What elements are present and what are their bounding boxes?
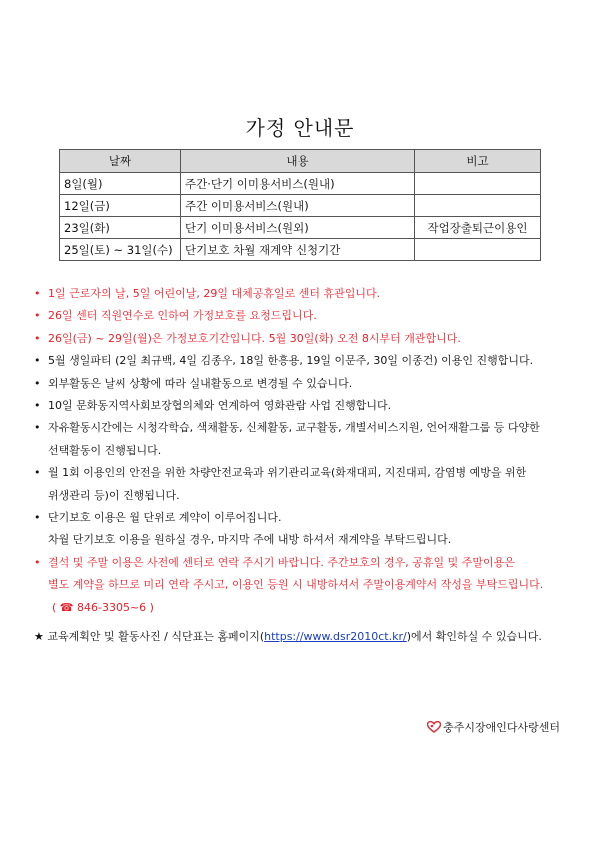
notice-item	[34, 417, 574, 439]
notice-continuation: 위생관리 등)이 진행됩니다.	[48, 488, 180, 502]
table-row	[60, 239, 541, 261]
notice-text: 결석 및 주말 이용은 사전에 센터로 연락 주시기 바랍니다. 주간보호의 경우, 공휴일 및 주말이용은	[48, 555, 515, 569]
row-content: 단기보호 차월 재계약 신청기간	[181, 239, 415, 261]
header-note: 비고	[415, 150, 541, 173]
header-content: 내용	[181, 150, 415, 173]
row-note	[415, 239, 541, 261]
notice-text: 1일 근로자의 날, 5일 어린이날, 29일 대체공휴일로 센터 휴관입니다.	[48, 287, 381, 300]
notice-item	[34, 552, 574, 574]
notice-item	[34, 283, 574, 305]
row-content: 단기 이미용서비스(원외)	[181, 217, 415, 239]
bullet: •	[34, 466, 41, 480]
center-name: 충주시장애인다사랑센터	[443, 721, 560, 734]
notice-continuation: 별도 계약을 하므로 미리 연락 주시고, 이용인 등원 시 내방하셔서 주말이용계약서 작성을 부탁드립니다.	[48, 578, 544, 592]
notice-text: 외부활동은 날씨 상황에 따라 실내활동으로 변경될 수 있습니다.	[48, 376, 353, 390]
notice-item	[34, 462, 574, 484]
homepage-prefix: 교육계획안 및 활동사진 / 식단표는 홈페이지(	[47, 630, 265, 643]
table-row	[60, 217, 541, 239]
notice-text: 26일(금) ~ 29일(월)은 가정보호기간입니다. 5월 30일(화) 오전 8시부터 개관합니다.	[48, 331, 461, 345]
bullet: •	[34, 354, 41, 368]
row-note: 작업장출퇴근이용인	[415, 217, 541, 239]
bullet: •	[34, 421, 41, 435]
row-date: 8일(월)	[60, 173, 181, 195]
notice-item	[34, 305, 574, 327]
row-date: 23일(화)	[60, 217, 181, 239]
bullet: •	[34, 555, 41, 569]
heart-logo-icon	[427, 721, 441, 733]
notice-item	[34, 507, 574, 529]
bullet: •	[34, 331, 41, 345]
table-row	[60, 173, 541, 195]
bullet: •	[34, 309, 41, 323]
homepage-link[interactable]: https://www.dsr2010ct.kr/	[264, 630, 407, 643]
phone-number: ( ☎ 846-3305~6 )	[52, 600, 154, 614]
notice-text: 10일 문화동지역사회보장협의체와 연계하여 영화관람 사업 진행합니다.	[48, 399, 392, 413]
notice-list	[34, 283, 574, 619]
schedule-table	[59, 149, 541, 261]
row-date: 25일(토) ~ 31일(수)	[60, 239, 181, 261]
notice-item	[34, 350, 574, 372]
star-icon: ★	[34, 630, 44, 643]
row-content: 주간·단기 이미용서비스(원내)	[181, 173, 415, 195]
notice-item	[34, 373, 574, 395]
bullet: •	[34, 399, 41, 413]
notice-continuation: 선택활동이 진행됩니다.	[48, 443, 162, 457]
homepage-notice	[34, 628, 542, 644]
center-signature	[427, 719, 560, 735]
notice-item	[34, 395, 574, 417]
row-date: 12일(금)	[60, 195, 181, 217]
row-note	[415, 173, 541, 195]
page-title: 가정 안내문	[245, 116, 355, 140]
notice-item	[34, 328, 574, 350]
notice-text: 단기보호 이용은 월 단위로 계약이 이루어집니다.	[48, 511, 282, 525]
bullet: •	[34, 511, 41, 525]
homepage-suffix: )에서 확인하실 수 있습니다.	[406, 630, 542, 643]
table-header-row	[60, 150, 541, 173]
row-note	[415, 195, 541, 217]
notice-text: 월 1회 이용인의 안전을 위한 차량안전교육과 위기관리교육(화재대피, 지진대피, 감염병 예방을 위한	[48, 466, 527, 480]
notice-text: 26일 센터 직원연수로 인하여 가정보호를 요청드립니다.	[48, 309, 317, 323]
header-date: 날짜	[60, 150, 181, 173]
bullet: •	[34, 376, 41, 390]
notice-continuation: 차월 단기보호 이용을 원하실 경우, 마지막 주에 내방 하셔서 재계약을 부탁드립니다.	[48, 533, 452, 547]
notice-text: 5월 생일파티 (2일 최규백, 4일 김종우, 18일 한흥용, 19일 이문주, 30일 이종건) 이용인 진행합니다.	[48, 354, 534, 368]
table-row	[60, 195, 541, 217]
bullet: •	[34, 287, 41, 300]
notice-text: 자유활동시간에는 시청각학습, 색채활동, 신체활동, 교구활동, 개별서비스지원, 언어재활그룹 등 다양한	[48, 421, 540, 435]
row-content: 주간 이미용서비스(원내)	[181, 195, 415, 217]
